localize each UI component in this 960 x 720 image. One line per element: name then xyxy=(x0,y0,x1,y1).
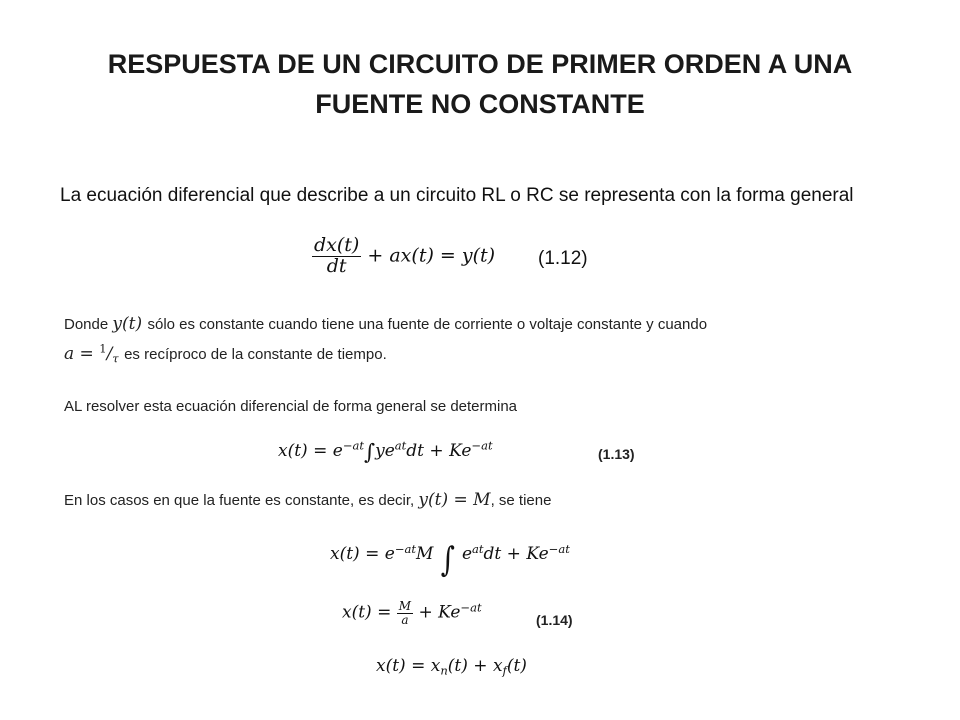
equation-1-13: $x(t) = e^{-at}\int ye^{at}dt + Ke^{-at}$ xyxy=(278,438,493,465)
donde-word: Donde xyxy=(64,316,109,333)
equation-number-1-12: (1.12) xyxy=(538,248,588,269)
donde-line-2 xyxy=(64,341,387,366)
donde-line-1-rest: sólo es constante cuando tiene una fuente de corriente o voltaje constante y cuando xyxy=(147,316,708,333)
resolver-line: AL resolver esta ecuación diferencial de forma general se determina xyxy=(64,398,518,415)
donde-line-1 xyxy=(64,314,707,334)
equation-1-14: x(t) = $\frac{M}{a}$ + $Ke^{-at}$ xyxy=(342,599,482,627)
equation-1-12: $\frac{dx(t)}{dt}$ + ax(t) = y(t) xyxy=(314,234,496,277)
slide-title: RESPUESTA DE UN CIRCUITO DE PRIMER ORDEN A UNA FUENTE NO CONSTANTE xyxy=(107,49,853,119)
casos-line-start: En los casos en que la fuente es constante, es decir, xyxy=(64,492,415,509)
equation-number-1-13: (1.13) xyxy=(598,446,635,462)
equation-constant-source: $x(t) = e^{-at}M$ ∫ $e^{at}dt + Ke^{-at}$ xyxy=(330,540,570,580)
inline-math-y-of-t: y(t) xyxy=(112,314,148,334)
equation-natural-forced: $x(t) = x_n(t) + x_f(t)$ xyxy=(376,656,527,678)
casos-line-end: , se tiene xyxy=(490,492,552,509)
intro-paragraph: La ecuación diferencial que describe a un circuito RL o RC se representa con la forma general xyxy=(60,185,854,206)
donde-line-2-rest: es recíproco de la constante de tiempo. xyxy=(124,346,387,363)
inline-math-y-equals-m: y(t) = M xyxy=(418,490,491,510)
equation-number-1-14: (1.14) xyxy=(536,612,573,628)
casos-line xyxy=(64,490,551,510)
inline-math-a-equals-one-over-tau: $a = ^1/_\tau$ xyxy=(64,341,119,366)
